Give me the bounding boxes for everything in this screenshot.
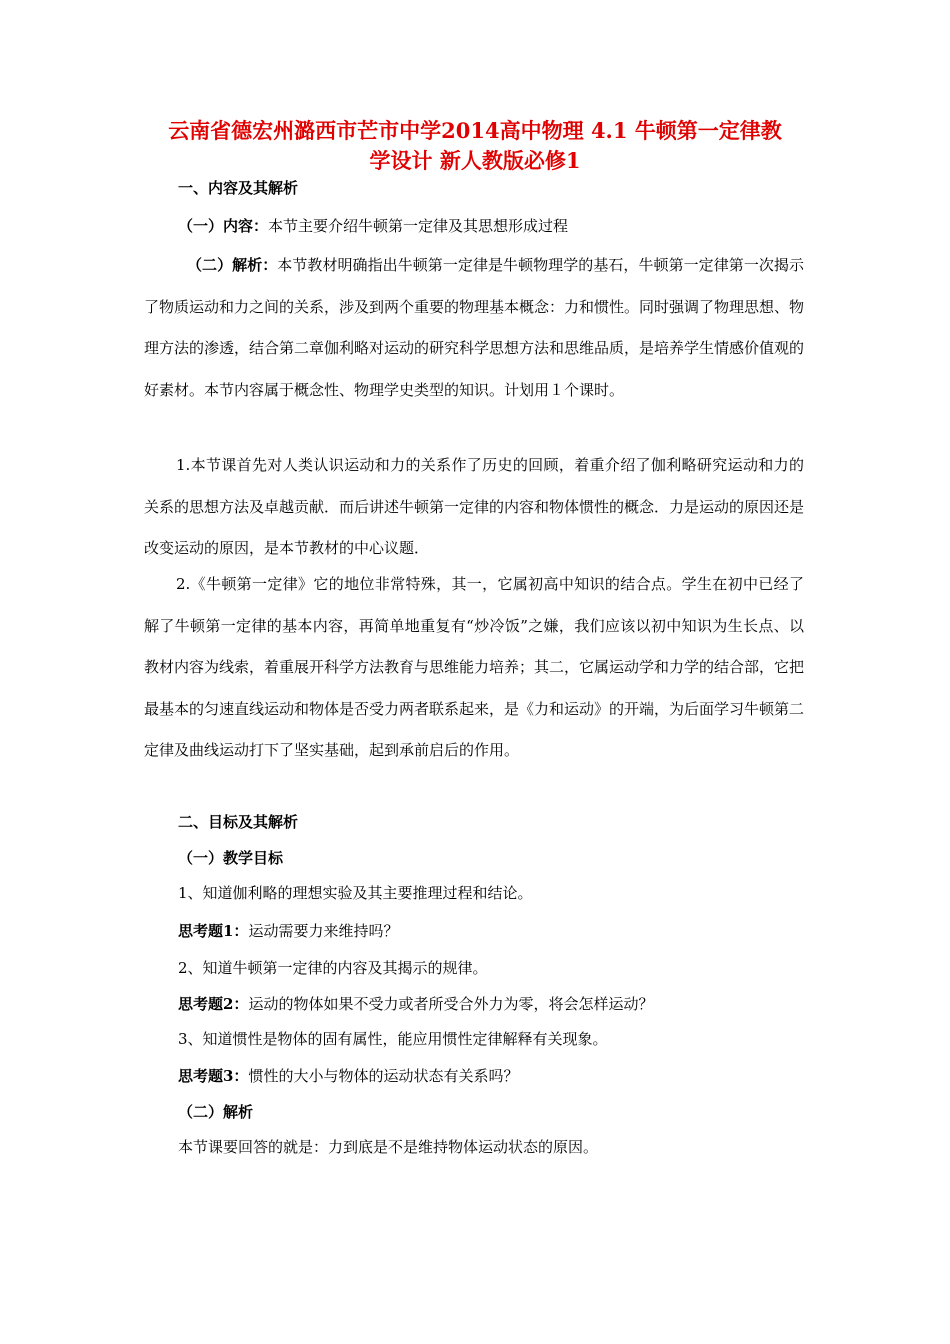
question-1-text: 运动需要力来维持吗？: [248, 922, 399, 940]
goals-heading: （一）教学目标: [178, 849, 284, 867]
content-paragraph: [178, 215, 568, 236]
document-title: [140, 116, 810, 176]
point-2-paragraph: 2.《牛顿第一定律》它的地位非常特殊，其一，它属初高中知识的结合点。学生在初中已经了解了牛顿第一定律的基本内容，再简单地重复有“炒冷饭”之嫌，我们应该以初中知识为生长点、以教材内容为线索，着重展开科学方法教育与思维能力培养；其二，它属运动学和力学的结合部，它把最基本的匀速直线运动和物体是否受力两者联系起来，是《力和运动》的开端，为后面学习牛顿第二定律及曲线运动打下了坚实基础，起到承前启后的作用。: [144, 575, 805, 759]
analysis-paragraph: [144, 245, 804, 411]
analysis-label: （二）解析：: [187, 256, 278, 274]
question-3-text: 惯性的大小与物体的运动状态有关系吗？: [248, 1067, 519, 1085]
analysis-text: 本节教材明确指出牛顿第一定律是牛顿物理学的基石，牛顿第一定律第一次揭示了物质运动和力之间的关系，涉及到两个重要的物理基本概念：力和惯性。同时强调了物理思想、物理方法的渗透，结合第二章伽利略对运动的研究科学思想方法和思维品质，是培养学生情感价值观的好素材。本节内容属于概念性、物理学史类型的知识。计划用１个课时。: [144, 256, 805, 399]
question-2: [178, 993, 653, 1014]
point-1-paragraph: 1.本节课首先对人类认识运动和力的关系作了历史的回顾，着重介绍了伽利略研究运动和力的关系的思想方法及卓越贡献．而后讲述牛顿第一定律的内容和物体惯性的概念．力是运动的原因还是改变运动的原因，是本节教材的中心议题．: [144, 456, 805, 557]
title-line-1: 云南省德宏州潞西市芒市中学2014高中物理 4.1 牛顿第一定律教: [168, 118, 782, 143]
question-1: [178, 920, 398, 941]
question-2-text: 运动的物体如果不受力或者所受合外力为零，将会怎样运动？: [248, 995, 654, 1013]
content-label: （一）内容：: [178, 217, 269, 235]
question-3: [178, 1065, 518, 1086]
analysis-heading: （二）解析: [178, 1103, 254, 1121]
question-3-label: 思考题3：: [178, 1067, 249, 1085]
question-1-label: 思考题1：: [178, 922, 249, 940]
analysis-summary: 本节课要回答的就是：力到底是不是维持物体运动状态的原因。: [178, 1138, 599, 1156]
content-text: 本节主要介绍牛顿第一定律及其思想形成过程: [268, 217, 569, 235]
goal-1: 1、知道伽利略的理想实验及其主要推理过程和结论。: [178, 884, 533, 902]
goal-2: 2、知道牛顿第一定律的内容及其揭示的规律。: [178, 959, 488, 977]
title-line-2: 学设计 新人教版必修1: [369, 148, 581, 173]
section-2-heading: 二、目标及其解析: [178, 813, 299, 831]
goal-3: 3、知道惯性是物体的固有属性，能应用惯性定律解释有关现象。: [178, 1030, 608, 1048]
section-1-heading: 一、内容及其解析: [178, 179, 299, 197]
question-2-label: 思考题2：: [178, 995, 249, 1013]
